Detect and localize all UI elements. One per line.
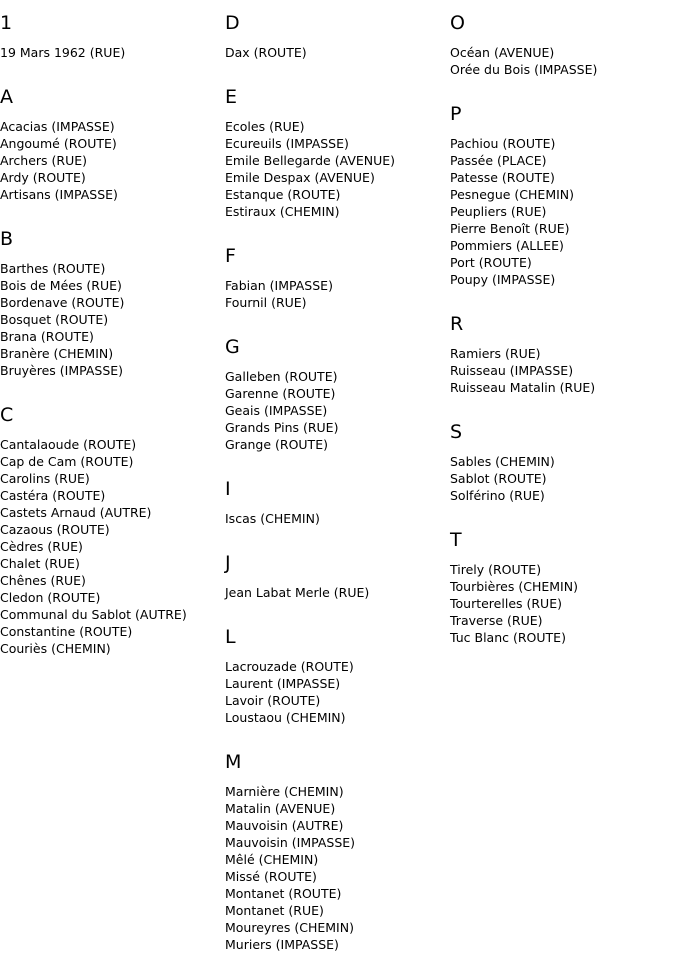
street-entry: Pachiou (ROUTE)	[450, 136, 556, 151]
street-entry: Sablot (ROUTE)	[450, 471, 547, 486]
street-entry: Cantalaoude (ROUTE)	[0, 437, 137, 452]
section-letter: R	[450, 313, 464, 335]
street-entry: Dax (ROUTE)	[225, 45, 307, 60]
street-entry: Moureyres (CHEMIN)	[225, 920, 354, 935]
section-letter: L	[225, 626, 236, 648]
street-list	[450, 345, 595, 396]
street-list	[225, 368, 338, 453]
street-entry: Lacrouzade (ROUTE)	[225, 659, 354, 674]
section-letter: S	[450, 421, 463, 443]
street-entry: Tirely (ROUTE)	[450, 562, 542, 577]
street-entry: Matalin (AVENUE)	[225, 801, 336, 816]
street-entry: Ardy (ROUTE)	[0, 170, 86, 185]
street-entry: Montanet (ROUTE)	[225, 886, 342, 901]
street-entry: Ecureuils (IMPASSE)	[225, 136, 349, 151]
street-entry: Iscas (CHEMIN)	[225, 511, 320, 526]
street-list	[0, 436, 187, 657]
section-letter: E	[225, 86, 238, 108]
section-letter: F	[225, 245, 236, 267]
street-entry: Sables (CHEMIN)	[450, 454, 555, 469]
section-letter: B	[0, 228, 14, 250]
street-entry: Missé (ROUTE)	[225, 869, 317, 884]
street-entry: Bordenave (ROUTE)	[0, 295, 125, 310]
section-letter: P	[450, 103, 462, 125]
street-entry: Galleben (ROUTE)	[225, 369, 338, 384]
section-letter: M	[225, 751, 242, 773]
street-list	[225, 44, 307, 61]
street-list	[450, 44, 597, 78]
street-entry: Orée du Bois (IMPASSE)	[450, 62, 598, 77]
street-entry: Communal du Sablot (AUTRE)	[0, 607, 187, 622]
street-entry: Montanet (RUE)	[225, 903, 324, 918]
street-entry: Couriès (CHEMIN)	[0, 641, 111, 656]
street-entry: Tourbières (CHEMIN)	[450, 579, 578, 594]
street-entry: Castets Arnaud (AUTRE)	[0, 505, 152, 520]
street-entry: Mêlé (CHEMIN)	[225, 852, 319, 867]
street-entry: Pesnegue (CHEMIN)	[450, 187, 575, 202]
street-list	[225, 584, 369, 601]
street-entry: Bruyères (IMPASSE)	[0, 363, 124, 378]
street-entry: Carolins (RUE)	[0, 471, 90, 486]
street-entry: Mauvoisin (IMPASSE)	[225, 835, 356, 850]
section-letter: O	[450, 12, 465, 34]
street-entry: Océan (AVENUE)	[450, 45, 555, 60]
street-entry: Acacias (IMPASSE)	[0, 119, 115, 134]
street-list	[450, 453, 555, 504]
section-letter: C	[0, 404, 14, 426]
street-entry: Cledon (ROUTE)	[0, 590, 101, 605]
street-list	[0, 44, 125, 61]
street-entry: Patesse (ROUTE)	[450, 170, 555, 185]
street-entry: Bosquet (ROUTE)	[0, 312, 109, 327]
street-list	[0, 260, 124, 379]
street-list	[225, 277, 333, 311]
street-entry: Peupliers (RUE)	[450, 204, 547, 219]
street-entry: Geais (IMPASSE)	[225, 403, 328, 418]
street-entry: Fabian (IMPASSE)	[225, 278, 333, 293]
section-letter: 1	[0, 12, 13, 34]
section-letter: A	[0, 86, 13, 108]
street-entry: Ruisseau Matalin (RUE)	[450, 380, 596, 395]
street-entry: Tuc Blanc (ROUTE)	[450, 630, 566, 645]
street-entry: Mauvoisin (AUTRE)	[225, 818, 344, 833]
street-entry: 19 Mars 1962 (RUE)	[0, 45, 126, 60]
street-entry: Solférino (RUE)	[450, 488, 545, 503]
street-entry: Cazaous (ROUTE)	[0, 522, 110, 537]
street-entry: Emile Despax (AVENUE)	[225, 170, 375, 185]
street-list	[225, 118, 395, 220]
street-list	[450, 135, 574, 288]
street-list	[0, 118, 118, 203]
street-entry: Archers (RUE)	[0, 153, 88, 168]
street-entry: Jean Labat Merle (RUE)	[225, 585, 370, 600]
street-entry: Constantine (ROUTE)	[0, 624, 133, 639]
street-entry: Grands Pins (RUE)	[225, 420, 339, 435]
street-entry: Chênes (RUE)	[0, 573, 86, 588]
street-entry: Passée (PLACE)	[450, 153, 547, 168]
street-entry: Barthes (ROUTE)	[0, 261, 106, 276]
street-entry: Ruisseau (IMPASSE)	[450, 363, 574, 378]
street-entry: Castéra (ROUTE)	[0, 488, 106, 503]
street-entry: Port (ROUTE)	[450, 255, 532, 270]
street-list	[225, 783, 355, 953]
street-entry: Tourterelles (RUE)	[450, 596, 562, 611]
street-entry: Cèdres (RUE)	[0, 539, 83, 554]
street-list	[225, 658, 354, 726]
street-entry: Fournil (RUE)	[225, 295, 307, 310]
street-entry: Poupy (IMPASSE)	[450, 272, 556, 287]
street-entry: Muriers (IMPASSE)	[225, 937, 339, 952]
section-letter: J	[225, 552, 231, 574]
street-entry: Angoumé (ROUTE)	[0, 136, 117, 151]
street-entry: Bois de Mées (RUE)	[0, 278, 122, 293]
section-letter: I	[225, 478, 231, 500]
street-entry: Artisans (IMPASSE)	[0, 187, 118, 202]
section-letter: D	[225, 12, 240, 34]
street-entry: Laurent (IMPASSE)	[225, 676, 341, 691]
street-entry: Garenne (ROUTE)	[225, 386, 336, 401]
street-entry: Loustaou (CHEMIN)	[225, 710, 346, 725]
street-entry: Grange (ROUTE)	[225, 437, 328, 452]
street-entry: Cap de Cam (ROUTE)	[0, 454, 134, 469]
street-list	[450, 561, 578, 646]
section-letter: G	[225, 336, 240, 358]
street-entry: Ramiers (RUE)	[450, 346, 541, 361]
street-entry: Pierre Benoît (RUE)	[450, 221, 570, 236]
street-entry: Estanque (ROUTE)	[225, 187, 341, 202]
street-entry: Marnière (CHEMIN)	[225, 784, 344, 799]
street-entry: Ecoles (RUE)	[225, 119, 305, 134]
street-entry: Emile Bellegarde (AVENUE)	[225, 153, 396, 168]
street-entry: Chalet (RUE)	[0, 556, 80, 571]
street-entry: Branère (CHEMIN)	[0, 346, 114, 361]
street-entry: Pommiers (ALLEE)	[450, 238, 564, 253]
street-entry: Brana (ROUTE)	[0, 329, 94, 344]
street-entry: Estiraux (CHEMIN)	[225, 204, 340, 219]
section-letter: T	[450, 529, 462, 551]
street-entry: Lavoir (ROUTE)	[225, 693, 321, 708]
street-entry: Traverse (RUE)	[450, 613, 543, 628]
street-list	[225, 510, 320, 527]
